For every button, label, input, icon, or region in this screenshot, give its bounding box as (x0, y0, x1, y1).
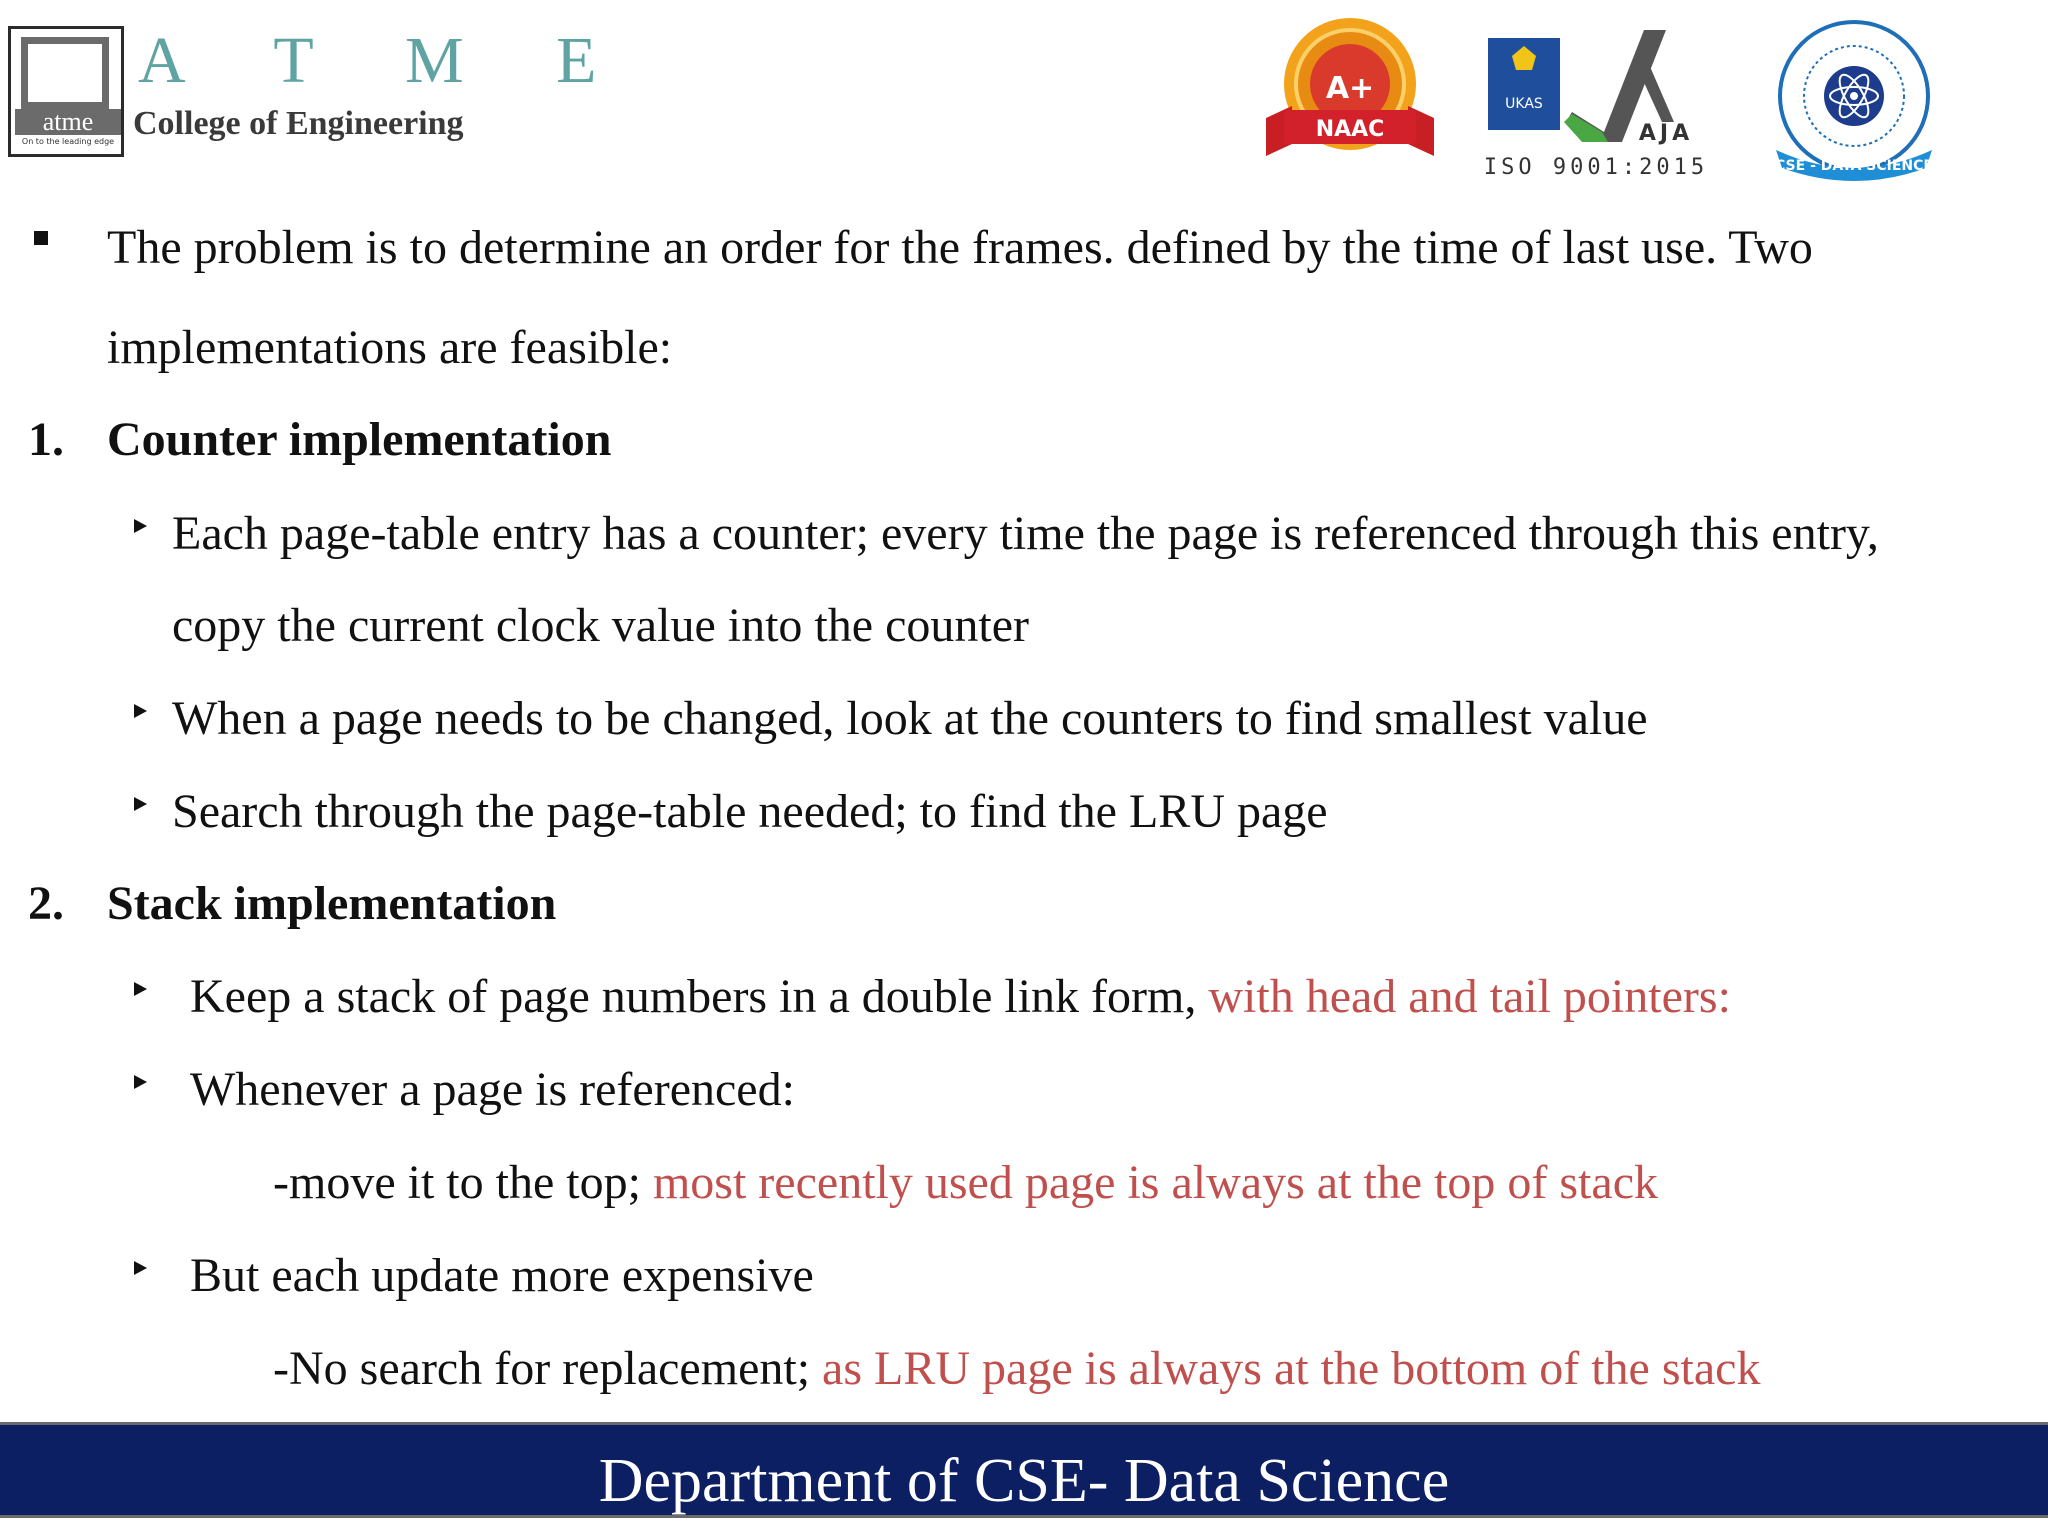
atme-letters: A T M E (138, 24, 635, 97)
s2-sub-point-1 (273, 1155, 1658, 1211)
triangle-bullet-icon (134, 704, 147, 718)
s2-bullet-2: Whenever a page is referenced: (190, 1063, 795, 1116)
s2-sub-point-2 (273, 1341, 1760, 1397)
s2-bullet-1-highlight: with head and tail pointers: (1208, 970, 1731, 1023)
s2-sub-point-2-highlight: as LRU page is always at the bottom of the stack (822, 1342, 1761, 1395)
department-name: Department of CSE- Data Science (598, 1447, 1450, 1515)
s2-bullet-3: But each update more expensive (190, 1249, 814, 1302)
atme-logo-tagline: On to the leading edge (21, 137, 115, 146)
section-1-title: Counter implementation (107, 413, 612, 466)
atme-logo (8, 26, 124, 157)
intro-line-2: implementations are feasible: (107, 321, 673, 374)
s1-bullet-2: When a page needs to be changed, look at the counters to find smallest value (172, 692, 1648, 745)
triangle-bullet-icon (134, 519, 147, 533)
seal-badge-text: CSE - DATA SCIENCE (1775, 158, 1933, 174)
s2-bullet-1-text: Keep a stack of page numbers in a double link form, (190, 970, 1197, 1023)
section-2-number: 2. (28, 877, 64, 930)
triangle-bullet-icon (134, 797, 147, 811)
iso-text: ISO 9001:2015 (1483, 155, 1709, 180)
atme-logo-word: atme (15, 109, 121, 135)
section-2-title: Stack implementation (107, 877, 557, 930)
s2-sub-point-1-text: -move it to the top; (273, 1156, 641, 1209)
section-1-number: 1. (28, 413, 64, 466)
s2-sub-point-1-highlight: most recently used page is always at the top of stack (652, 1156, 1658, 1209)
college-name: College of Engineering (133, 105, 464, 142)
atme-logo-frame (21, 37, 109, 109)
aja-text: AJA (1638, 121, 1694, 146)
college-seal (1762, 18, 1946, 184)
naac-label: NAAC (1315, 117, 1385, 142)
naac-badge (1262, 14, 1438, 164)
intro-line-1: The problem is to determine an order for the frames. defined by the time of last use. Two (107, 221, 1813, 274)
square-bullet-icon (34, 231, 48, 245)
triangle-bullet-icon (134, 1075, 147, 1089)
s2-sub-point-2-text: -No search for replacement; (273, 1342, 811, 1395)
triangle-bullet-icon (134, 1261, 147, 1275)
s1-bullet-1-line-1: Each page-table entry has a counter; every time the page is referenced through this entry, (172, 507, 1879, 560)
ukas-text: UKAS (1505, 96, 1543, 112)
iso-certification-logo (1476, 22, 1716, 182)
triangle-bullet-icon (134, 982, 147, 996)
s1-bullet-3: Search through the page-table needed; to find the LRU page (172, 785, 1328, 838)
s2-bullet-1 (190, 969, 1731, 1025)
s1-bullet-1-line-2: copy the current clock value into the counter (172, 599, 1029, 652)
naac-grade: A+ (1325, 71, 1375, 106)
